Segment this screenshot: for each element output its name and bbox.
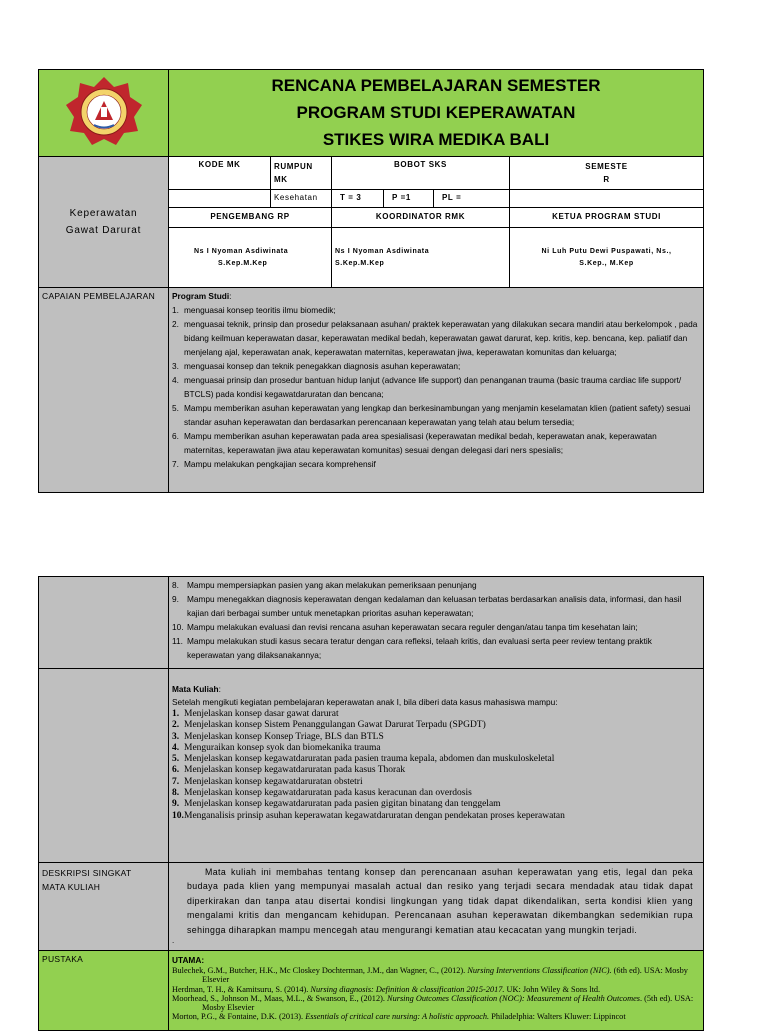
sks-t: T = 3 <box>332 190 384 208</box>
stikes-logo-icon <box>64 75 144 149</box>
capaian-item <box>172 317 700 359</box>
capaian-heading: Program Studi: <box>172 291 232 301</box>
capaian-item-number: 9. <box>172 594 179 604</box>
capaian-item <box>172 620 700 634</box>
mata-kuliah-item-number: 2. <box>172 720 180 731</box>
mata-kuliah-item-number: 8. <box>172 788 180 799</box>
mata-kuliah-item-text: Menjelaskan konsep dasar gawat darurat <box>184 709 339 719</box>
reference-post: . (5th ed). USA: Mosby Elsevier <box>202 993 694 1013</box>
capaian-item <box>172 429 700 457</box>
mata-kuliah-item <box>172 720 700 731</box>
mata-kuliah-list <box>172 709 700 822</box>
pengembang-signature <box>169 228 332 288</box>
capaian-label-cont <box>39 577 169 669</box>
mata-kuliah-item-text: Menjelaskan konsep Konsep Triage, BLS dan BTLS <box>184 731 384 742</box>
capaian-item-number: 7. <box>172 459 179 469</box>
mata-kuliah-heading: Mata Kuliah: <box>172 684 221 694</box>
reference-post: UK: John Wiley & Sons ltd. <box>504 984 601 994</box>
mata-kuliah-item <box>172 732 700 743</box>
reference-it: Essentials of critical care nursing: A holistic approach. <box>305 1012 490 1022</box>
sks-pl: PL = <box>434 190 510 208</box>
capaian-item-number: 4. <box>172 375 179 385</box>
reference-it: Nursing Interventions Classification (NIC). <box>467 966 612 975</box>
capaian-item-text: Mampu menegakkan diagnosis keperawatan dengan kedalaman dan keluasan terbatas berdasarkan analisis data, informasi, dan hasil kajian dari berbagai sumber untuk menetapkan prioritas asuhan keperawatan; <box>187 594 682 618</box>
ketua-signature <box>510 228 704 288</box>
mata-kuliah-item <box>172 799 700 810</box>
capaian-label: CAPAIAN PEMBELAJARAN <box>39 288 169 493</box>
mata-kuliah-item-number: 7. <box>172 776 180 787</box>
capaian-item <box>172 359 700 373</box>
capaian-content <box>169 288 704 493</box>
document-title <box>169 70 704 157</box>
capaian-item-number: 5. <box>172 403 179 413</box>
capaian-item-number: 8. <box>172 580 179 590</box>
mata-kuliah-item <box>172 743 700 754</box>
capaian-item-text: menguasai prinsip dan prosedur bantuan hidup lanjut (advance life support) dan penanganan trauma (basic trauma cardiac life support/ BTCLS) pada kondisi kegawatdaruratan dan bencana; <box>184 375 682 399</box>
capaian-list-1 <box>172 303 700 471</box>
sks-p: P =1 <box>384 190 434 208</box>
koordinator-name: Ns I Nyoman Asdiwinata <box>335 247 430 255</box>
col-rumpun-mk: RUMPUN MK <box>271 157 332 190</box>
mata-kuliah-item <box>172 765 700 776</box>
capaian-item-text: menguasai konsep teoritis ilmu biomedik; <box>184 305 336 315</box>
mata-kuliah-item-text: Menganalisis prinsip asuhan keperawatan kegawatdaruratan dengan pendekatan proses keperawatan <box>184 810 565 821</box>
reference-post: Philadelphia: Walters Kluwer: Lippincot <box>489 1012 626 1022</box>
mata-kuliah-intro: Setelah mengikuti kegiatan pembelajaran keperawatan anak I, bila diberi data kasus mahasiswa mampu: <box>172 697 558 707</box>
mata-kuliah-item-text: Menjelaskan konsep Sistem Penanggulangan Gawat Darurat Terpadu (SPGDT) <box>184 720 486 731</box>
title-line-3: STIKES WIRA MEDIKA BALI <box>322 130 550 149</box>
mata-kuliah-item <box>172 811 700 822</box>
kode-mk-value <box>169 190 271 208</box>
reference-item <box>172 985 700 994</box>
capaian-item-number: 3. <box>172 361 179 371</box>
capaian-item-text: Mampu mempersiapkan pasien yang akan melakukan pemeriksaan penunjang <box>187 580 477 590</box>
mata-kuliah-item-number: 1. <box>172 709 180 719</box>
reference-it: Nursing Outcomes Classification (NOC): Measurement of Health Outcomes <box>387 993 640 1003</box>
mata-kuliah-item <box>172 777 700 788</box>
capaian-item <box>172 303 700 317</box>
pustaka-list <box>172 966 700 1022</box>
title-line-1: RENCANA PEMBELAJARAN SEMESTER <box>271 76 601 95</box>
capaian-item-text: menguasai teknik, prinsip dan prosedur pelaksanaan asuhan/ praktek keperawatan yang dilakukan secara mandiri atau berkelompok , pada bidang keilmuan keperawatan dasar, keperawatan medikal bedah, keperawatan gawat darurat, kep. kritis, kep. bencana, kep. paliatif dan menjelang ajal, keperawatan anak, keperawatan maternitas, keperawatan jiwa, keperawatan komunitas dan keluarga; <box>184 319 698 357</box>
mata-kuliah-item <box>172 709 700 720</box>
capaian-item-text: menguasai konsep dan teknik penegakkan diagnosis asuhan keperawatan; <box>184 361 461 371</box>
logo-cell <box>39 70 169 157</box>
rps-table-page2 <box>38 576 704 1031</box>
course-name: Keperawatan Gawat Darurat <box>39 157 169 288</box>
mata-kuliah-item-text: Menjelaskan konsep kegawatdaruratan pada pasien trauma kepala, abdomen dan muskuloskeletal <box>184 754 555 765</box>
label-ketua: KETUA PROGRAM STUDI <box>510 208 704 228</box>
reference-post: (6th ed). USA: Mosby Elsevier <box>202 966 688 985</box>
rps-table-page1 <box>38 69 704 493</box>
pustaka-content <box>169 951 704 1031</box>
pustaka-heading: UTAMA: <box>172 955 205 965</box>
reference-it: Nursing diagnosis: Definition & classification 2015-2017. <box>310 984 505 994</box>
mata-kuliah-item-text: Menguraikan konsep syok dan biomekanika trauma <box>184 742 381 753</box>
capaian-item <box>172 401 700 429</box>
reference-item <box>172 966 700 985</box>
col-kode-mk: KODE MK <box>169 157 271 190</box>
mata-kuliah-item-number: 3. <box>172 731 180 742</box>
mata-kuliah-item-text: Menjelaskan konsep kegawatdaruratan obstetri <box>184 776 363 787</box>
reference-pre: Moorhead, S., Johnson M., Maas, M.L., & Swanson, E., (2012). <box>172 993 388 1003</box>
koordinator-title: S.Kep.M.Kep <box>335 259 385 267</box>
mata-kuliah-item-number: 10. <box>172 810 184 821</box>
capaian-item-text: Mampu melakukan studi kasus secara teratur dengan cara refleksi, telaah kritis, dan evaluasi serta peer review tentang praktik keperawatan yang dilaksanakannya; <box>187 636 652 660</box>
capaian-content-cont <box>169 577 704 669</box>
deskripsi-content <box>169 863 704 951</box>
ketua-title: S.Kep., M.Kep <box>579 259 634 267</box>
capaian-item <box>172 578 700 592</box>
mata-kuliah-item-number: 9. <box>172 799 180 810</box>
title-line-2: PROGRAM STUDI KEPERAWATAN <box>296 103 576 122</box>
capaian-item <box>172 457 700 471</box>
capaian-item <box>172 634 700 662</box>
reference-pre: Herdman, T. H., & Kamitsuru, S. (2014). <box>172 984 311 994</box>
semester-value <box>510 190 704 208</box>
capaian-item-number: 6. <box>172 431 179 441</box>
ketua-name: Ni Luh Putu Dewi Puspawati, Ns., <box>541 247 672 255</box>
capaian-item <box>172 592 700 620</box>
reference-pre: Bulechek, G.M., Butcher, H.K., Mc Closkey Dochterman, J.M., dan Wagner, C., (2012). <box>172 966 468 975</box>
capaian-item-number: 2. <box>172 319 179 329</box>
mata-kuliah-item-text: Menjelaskan konsep kegawatdaruratan pada kasus keracunan dan overdosis <box>184 788 472 799</box>
pustaka-label: PUSTAKA <box>39 951 169 1031</box>
capaian-item-text: Mampu melakukan evaluasi dan revisi rencana asuhan keperawatan secara reguler dengan/atau tanpa tim kesehatan lain; <box>187 622 638 632</box>
capaian-item-number: 10. <box>172 622 184 632</box>
mata-kuliah-label-cell <box>39 669 169 863</box>
reference-pre: Morton, P.G., & Fontaine, D.K. (2013). <box>172 1012 306 1022</box>
mata-kuliah-item-text: Menjelaskan konsep kegawatdaruratan pada pasien gigitan binatang dan tenggelam <box>184 799 501 810</box>
mata-kuliah-item-number: 4. <box>172 742 180 753</box>
label-koordinator: KOORDINATOR RMK <box>332 208 510 228</box>
mata-kuliah-item-number: 6. <box>172 765 180 776</box>
rumpun-value: Kesehatan <box>271 190 332 208</box>
mata-kuliah-item <box>172 788 700 799</box>
capaian-list-2 <box>172 578 700 662</box>
pengembang-name: Ns I Nyoman Asdiwinata <box>194 247 289 255</box>
deskripsi-text: Mata kuliah ini membahas tentang konsep dan perencanaan asuhan keperawatan yang etis, legal dan peka budaya pada klien yang mempunyai masalah actual dan resiko yang terjadi secara mendadak atau tidak dapat diperkirakan dan tanpa atau disertai kondisi lingkungan yang tidak dapat dikendalikan, serta kondisi klien yang mengalami kritis dan mengancam kehidupan. Perencanaan asuhan keperawatan dikembangkan sedemikian rupa sehingga diharapkan mampu mencegah atau mengurangi kematian atau kecacatan yang mungkin terjadi. <box>187 867 693 935</box>
mata-kuliah-item-text: Menjelaskan konsep kegawatdaruratan pada kasus Thorak <box>184 765 406 776</box>
capaian-item-number: 1. <box>172 305 179 315</box>
label-pengembang: PENGEMBANG RP <box>169 208 332 228</box>
capaian-item-text: Mampu memberikan asuhan keperawatan yang lengkap dan berkesinambungan yang menjamin keselamatan klien (patient safety) sesuai standar asuhan keperawatan dan berdasarkan perencanaan keperawatan yang telah atau belum tersedia; <box>184 403 691 427</box>
reference-item <box>172 1012 700 1021</box>
capaian-item-text: Mampu memberikan asuhan keperawatan pada area spesialisasi (keperawatan medikal bedah, keperawatan anak, keperawatan maternitas, keperawatan jiwa atau keperawatan komunitas) sesuai dengan delegasi dari ners spesialis; <box>184 431 657 455</box>
capaian-item <box>172 373 700 401</box>
capaian-item-text: Mampu melakukan pengkajian secara komprehensif <box>184 459 376 469</box>
capaian-item-number: 11. <box>172 636 183 646</box>
mata-kuliah-item <box>172 754 700 765</box>
mata-kuliah-item-number: 5. <box>172 754 180 765</box>
col-bobot-sks: BOBOT SKS <box>332 157 510 190</box>
pengembang-title: S.Kep.M.Kep <box>218 259 268 267</box>
koordinator-signature <box>332 228 510 288</box>
mata-kuliah-content <box>169 669 704 863</box>
reference-item <box>172 994 700 1013</box>
deskripsi-trailing: . <box>172 936 175 946</box>
col-semester: SEMESTE R <box>510 157 704 190</box>
deskripsi-label: DESKRIPSI SINGKAT MATA KULIAH <box>39 863 169 951</box>
